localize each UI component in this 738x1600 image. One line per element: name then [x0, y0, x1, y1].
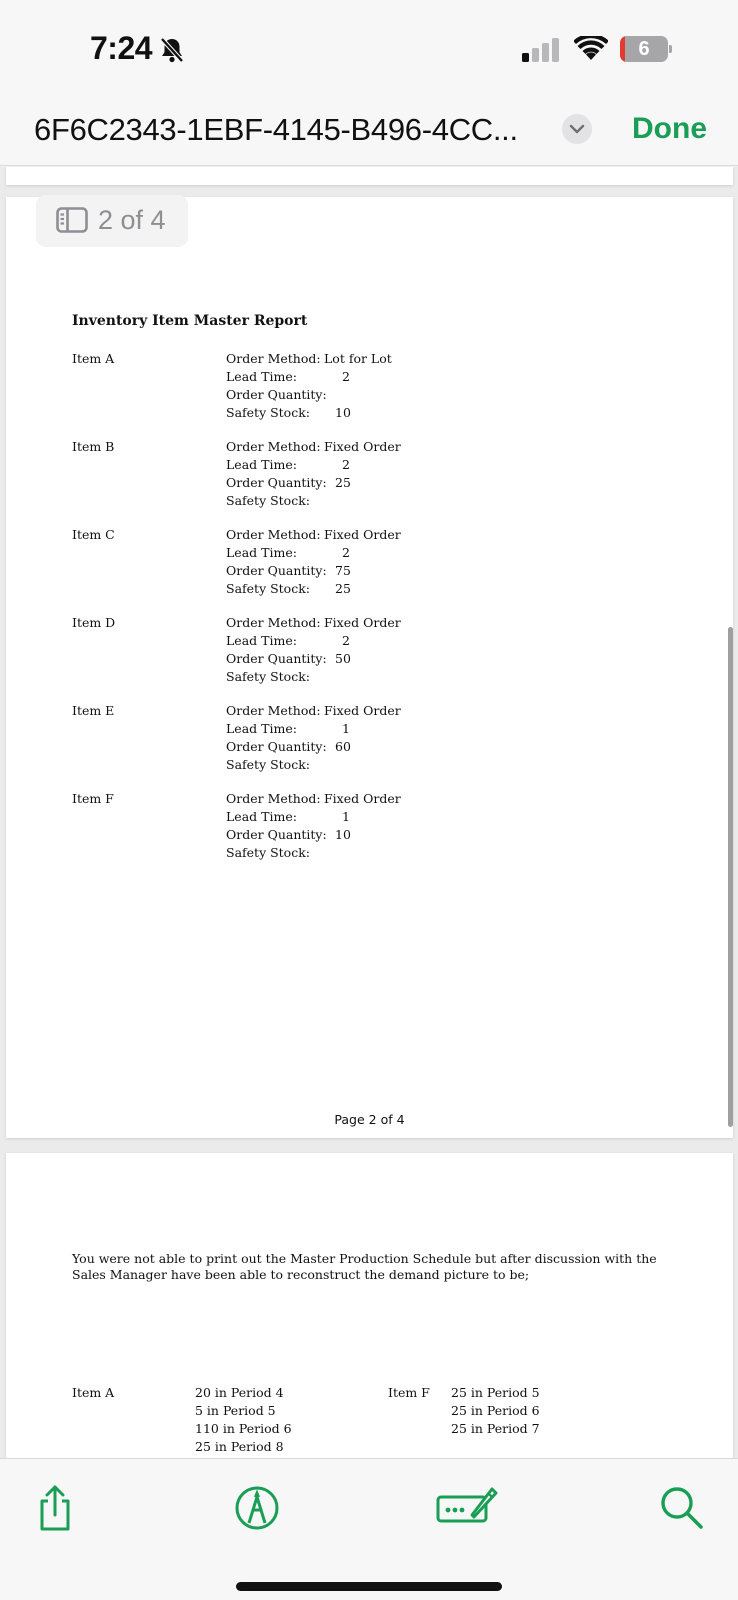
order-quantity-label: Order Quantity:	[226, 739, 327, 754]
order-method-label: Order Method:	[226, 351, 321, 366]
wifi-icon	[574, 36, 608, 62]
battery-level: 6	[638, 38, 650, 60]
order-quantity-label: Order Quantity:	[226, 475, 327, 490]
safety-stock-label: Safety Stock:	[226, 757, 310, 772]
item-name: Item E	[72, 703, 115, 718]
order-method-value: Fixed Order	[324, 615, 401, 630]
previous-page	[6, 167, 733, 185]
demand-item-name: Item A	[72, 1385, 115, 1400]
order-quantity-value: 60	[335, 739, 351, 754]
order-quantity-value: 10	[335, 827, 351, 842]
order-quantity-value: 75	[335, 563, 351, 578]
chevron-down-icon	[569, 123, 585, 135]
lead-time-label: Lead Time:	[226, 809, 297, 824]
search-icon[interactable]	[656, 1483, 706, 1533]
order-method-value: Fixed Order	[324, 703, 401, 718]
item-name: Item F	[72, 791, 114, 806]
page-footer: Page 2 of 4	[334, 1112, 405, 1127]
item-record	[72, 439, 712, 515]
demand-line: 110 in Period 6	[195, 1421, 292, 1436]
bell-slash-icon	[158, 36, 186, 64]
markup-icon[interactable]	[232, 1483, 282, 1533]
report-title: Inventory Item Master Report	[72, 313, 308, 329]
order-method-value: Lot for Lot	[324, 351, 392, 366]
safety-stock-label: Safety Stock:	[226, 845, 310, 860]
lead-time-value: 2	[342, 457, 350, 472]
demand-line: 25 in Period 7	[451, 1421, 540, 1436]
safety-stock-label: Safety Stock:	[226, 493, 310, 508]
signature-icon[interactable]	[436, 1483, 500, 1533]
item-record	[72, 615, 712, 691]
page-3	[6, 1153, 733, 1458]
share-icon[interactable]	[30, 1483, 80, 1533]
item-record	[72, 703, 712, 779]
demand-item-name: Item F	[388, 1385, 430, 1400]
item-name: Item B	[72, 439, 115, 454]
page-indicator-label: 2 of 4	[98, 205, 166, 235]
lead-time-label: Lead Time:	[226, 633, 297, 648]
lead-time-label: Lead Time:	[226, 369, 297, 384]
order-method-label: Order Method:	[226, 703, 321, 718]
order-quantity-label: Order Quantity:	[226, 387, 327, 402]
demand-line: 25 in Period 6	[451, 1403, 540, 1418]
order-method-label: Order Method:	[226, 615, 321, 630]
item-record	[72, 791, 712, 867]
lead-time-label: Lead Time:	[226, 721, 297, 736]
demand-line: 25 in Period 5	[451, 1385, 540, 1400]
order-quantity-value: 50	[335, 651, 351, 666]
lead-time-label: Lead Time:	[226, 457, 297, 472]
safety-stock-value: 25	[335, 581, 351, 596]
order-method-value: Fixed Order	[324, 791, 401, 806]
scrollbar[interactable]	[728, 627, 733, 1127]
item-name: Item D	[72, 615, 116, 630]
lead-time-value: 2	[342, 633, 350, 648]
order-method-value: Fixed Order	[324, 439, 401, 454]
mps-intro-text: You were not able to print out the Master Production Schedule but after discussion with the Sales Manager have been able to reconstruct the demand picture to be;	[72, 1251, 657, 1282]
document-title[interactable]: 6F6C2343-1EBF-4145-B496-4CC...	[34, 112, 518, 147]
lead-time-value: 1	[342, 809, 350, 824]
order-quantity-label: Order Quantity:	[226, 827, 327, 842]
order-quantity-label: Order Quantity:	[226, 563, 327, 578]
demand-line: 5 in Period 5	[195, 1403, 276, 1418]
sidebar-icon	[56, 207, 88, 233]
navigation-bar	[0, 100, 738, 166]
item-record	[72, 351, 712, 427]
lead-time-label: Lead Time:	[226, 545, 297, 560]
status-time: 7:24	[90, 30, 153, 66]
cellular-signal-icon	[522, 38, 562, 62]
order-quantity-label: Order Quantity:	[226, 651, 327, 666]
safety-stock-label: Safety Stock:	[226, 405, 310, 420]
bottom-toolbar	[0, 1458, 738, 1600]
demand-line: 25 in Period 8	[195, 1439, 284, 1454]
item-record	[72, 527, 712, 603]
title-menu-button[interactable]	[562, 114, 592, 144]
order-method-label: Order Method:	[226, 791, 321, 806]
order-quantity-value: 25	[335, 475, 351, 490]
page-2	[6, 197, 733, 1138]
safety-stock-label: Safety Stock:	[226, 581, 310, 596]
home-indicator[interactable]	[236, 1582, 502, 1591]
lead-time-value: 2	[342, 369, 350, 384]
done-button[interactable]: Done	[632, 112, 707, 145]
order-method-label: Order Method:	[226, 527, 321, 542]
page-indicator[interactable]	[36, 195, 188, 247]
safety-stock-label: Safety Stock:	[226, 669, 310, 684]
item-name: Item A	[72, 351, 115, 366]
document-viewer[interactable]	[0, 167, 738, 1458]
order-method-label: Order Method:	[226, 439, 321, 454]
item-name: Item C	[72, 527, 115, 542]
lead-time-value: 2	[342, 545, 350, 560]
safety-stock-value: 10	[335, 405, 351, 420]
order-method-value: Fixed Order	[324, 527, 401, 542]
lead-time-value: 1	[342, 721, 350, 736]
status-bar	[0, 0, 738, 100]
battery-icon	[620, 36, 670, 62]
demand-line: 20 in Period 4	[195, 1385, 284, 1400]
